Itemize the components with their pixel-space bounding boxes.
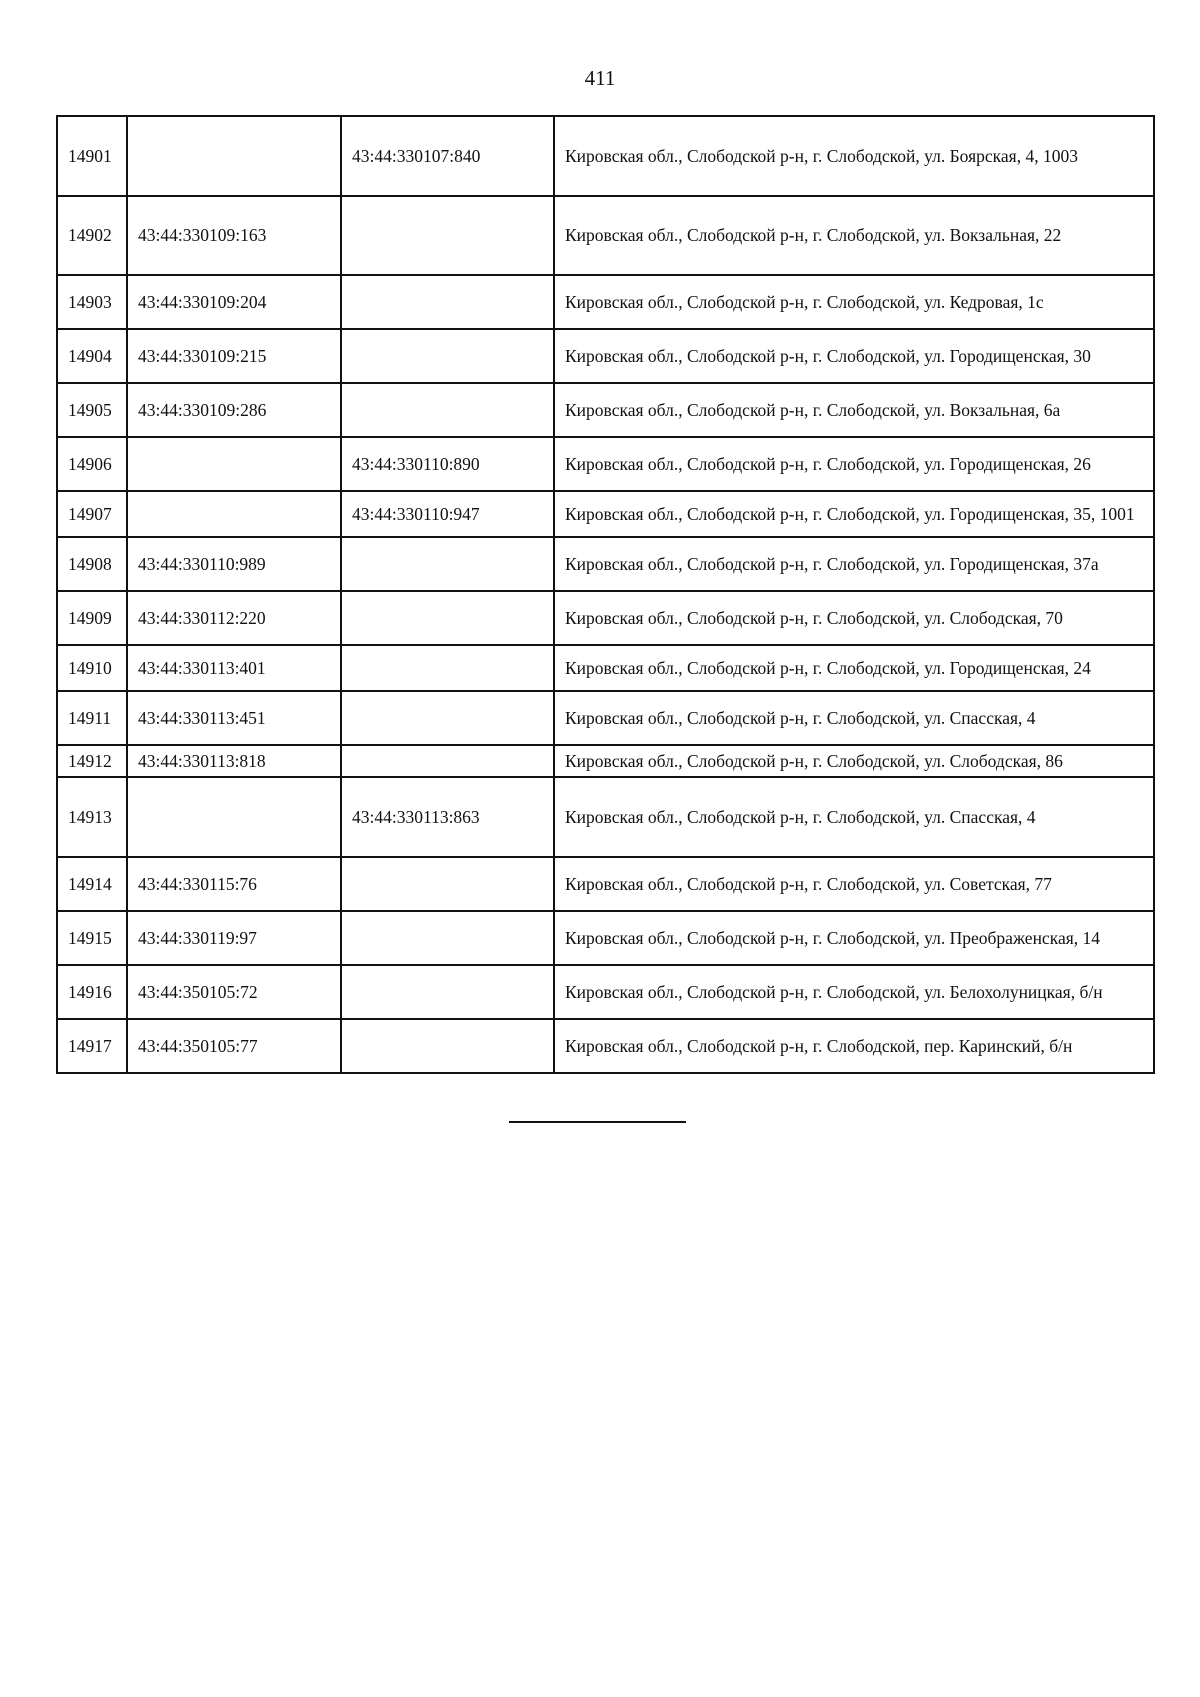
cadastral-number-cell: 43:44:330109:215 xyxy=(127,329,341,383)
related-cadastral-number-cell xyxy=(341,857,554,911)
cadastral-number-cell: 43:44:330115:76 xyxy=(127,857,341,911)
table-row xyxy=(57,857,1154,911)
table-row xyxy=(57,745,1154,777)
table-row xyxy=(57,965,1154,1019)
address-cell: Кировская обл., Слободской р-н, г. Слободской, ул. Спасская, 4 xyxy=(554,691,1154,745)
related-cadastral-number-cell xyxy=(341,196,554,275)
related-cadastral-number-cell: 43:44:330107:840 xyxy=(341,116,554,196)
end-of-document-rule xyxy=(509,1121,686,1123)
related-cadastral-number-cell xyxy=(341,275,554,329)
cadastral-number-cell xyxy=(127,437,341,491)
cadastral-number-cell: 43:44:330112:220 xyxy=(127,591,341,645)
address-cell: Кировская обл., Слободской р-н, г. Слободской, ул. Городищенская, 26 xyxy=(554,437,1154,491)
related-cadastral-number-cell xyxy=(341,691,554,745)
cadastral-number-cell: 43:44:330109:286 xyxy=(127,383,341,437)
cadastral-number-cell xyxy=(127,116,341,196)
address-cell: Кировская обл., Слободской р-н, г. Слободской, ул. Белохолуницкая, б/н xyxy=(554,965,1154,1019)
record-number-cell: 14906 xyxy=(57,437,127,491)
table-row xyxy=(57,911,1154,965)
cadastral-number-cell xyxy=(127,491,341,537)
related-cadastral-number-cell xyxy=(341,1019,554,1073)
address-cell: Кировская обл., Слободской р-н, г. Слободской, ул. Кедровая, 1с xyxy=(554,275,1154,329)
table-row xyxy=(57,591,1154,645)
address-cell: Кировская обл., Слободской р-н, г. Слободской, ул. Советская, 77 xyxy=(554,857,1154,911)
table-row xyxy=(57,196,1154,275)
cadastral-number-cell: 43:44:330109:204 xyxy=(127,275,341,329)
cadastral-number-cell: 43:44:350105:72 xyxy=(127,965,341,1019)
record-number-cell: 14903 xyxy=(57,275,127,329)
address-cell: Кировская обл., Слободской р-н, г. Слободской, ул. Спасская, 4 xyxy=(554,777,1154,857)
cadastral-number-cell: 43:44:330119:97 xyxy=(127,911,341,965)
table-row xyxy=(57,275,1154,329)
record-number-cell: 14905 xyxy=(57,383,127,437)
address-cell: Кировская обл., Слободской р-н, г. Слободской, ул. Городищенская, 37а xyxy=(554,537,1154,591)
table-row xyxy=(57,1019,1154,1073)
table-row xyxy=(57,491,1154,537)
related-cadastral-number-cell xyxy=(341,537,554,591)
record-number-cell: 14912 xyxy=(57,745,127,777)
record-number-cell: 14908 xyxy=(57,537,127,591)
address-cell: Кировская обл., Слободской р-н, г. Слободской, ул. Городищенская, 24 xyxy=(554,645,1154,691)
related-cadastral-number-cell xyxy=(341,591,554,645)
table-row xyxy=(57,691,1154,745)
record-number-cell: 14907 xyxy=(57,491,127,537)
address-cell: Кировская обл., Слободской р-н, г. Слободской, ул. Боярская, 4, 1003 xyxy=(554,116,1154,196)
cadastral-number-cell xyxy=(127,777,341,857)
address-cell: Кировская обл., Слободской р-н, г. Слободской, ул. Городищенская, 35, 1001 xyxy=(554,491,1154,537)
record-number-cell: 14901 xyxy=(57,116,127,196)
address-cell: Кировская обл., Слободской р-н, г. Слободской, пер. Каринский, б/н xyxy=(554,1019,1154,1073)
address-cell: Кировская обл., Слободской р-н, г. Слободской, ул. Городищенская, 30 xyxy=(554,329,1154,383)
related-cadastral-number-cell xyxy=(341,745,554,777)
record-number-cell: 14910 xyxy=(57,645,127,691)
table-row xyxy=(57,437,1154,491)
cadastral-number-cell: 43:44:330113:818 xyxy=(127,745,341,777)
address-cell: Кировская обл., Слободской р-н, г. Слободской, ул. Преображенская, 14 xyxy=(554,911,1154,965)
related-cadastral-number-cell xyxy=(341,329,554,383)
records-table xyxy=(56,115,1155,1074)
address-cell: Кировская обл., Слободской р-н, г. Слободской, ул. Слободская, 86 xyxy=(554,745,1154,777)
record-number-cell: 14911 xyxy=(57,691,127,745)
cadastral-number-cell: 43:44:330113:451 xyxy=(127,691,341,745)
table-row xyxy=(57,777,1154,857)
record-number-cell: 14904 xyxy=(57,329,127,383)
related-cadastral-number-cell: 43:44:330110:890 xyxy=(341,437,554,491)
related-cadastral-number-cell: 43:44:330113:863 xyxy=(341,777,554,857)
related-cadastral-number-cell xyxy=(341,911,554,965)
related-cadastral-number-cell xyxy=(341,383,554,437)
record-number-cell: 14913 xyxy=(57,777,127,857)
table-row xyxy=(57,383,1154,437)
record-number-cell: 14902 xyxy=(57,196,127,275)
address-cell: Кировская обл., Слободской р-н, г. Слободской, ул. Слободская, 70 xyxy=(554,591,1154,645)
page-number: 411 xyxy=(584,66,616,90)
records-table-body xyxy=(57,116,1154,1073)
address-cell: Кировская обл., Слободской р-н, г. Слободской, ул. Вокзальная, 6а xyxy=(554,383,1154,437)
cadastral-number-cell: 43:44:350105:77 xyxy=(127,1019,341,1073)
record-number-cell: 14909 xyxy=(57,591,127,645)
cadastral-number-cell: 43:44:330110:989 xyxy=(127,537,341,591)
table-row xyxy=(57,645,1154,691)
record-number-cell: 14916 xyxy=(57,965,127,1019)
cadastral-number-cell: 43:44:330113:401 xyxy=(127,645,341,691)
table-row xyxy=(57,329,1154,383)
table-row xyxy=(57,537,1154,591)
related-cadastral-number-cell xyxy=(341,645,554,691)
record-number-cell: 14917 xyxy=(57,1019,127,1073)
related-cadastral-number-cell: 43:44:330110:947 xyxy=(341,491,554,537)
cadastral-number-cell: 43:44:330109:163 xyxy=(127,196,341,275)
related-cadastral-number-cell xyxy=(341,965,554,1019)
table-row xyxy=(57,116,1154,196)
record-number-cell: 14914 xyxy=(57,857,127,911)
address-cell: Кировская обл., Слободской р-н, г. Слободской, ул. Вокзальная, 22 xyxy=(554,196,1154,275)
record-number-cell: 14915 xyxy=(57,911,127,965)
